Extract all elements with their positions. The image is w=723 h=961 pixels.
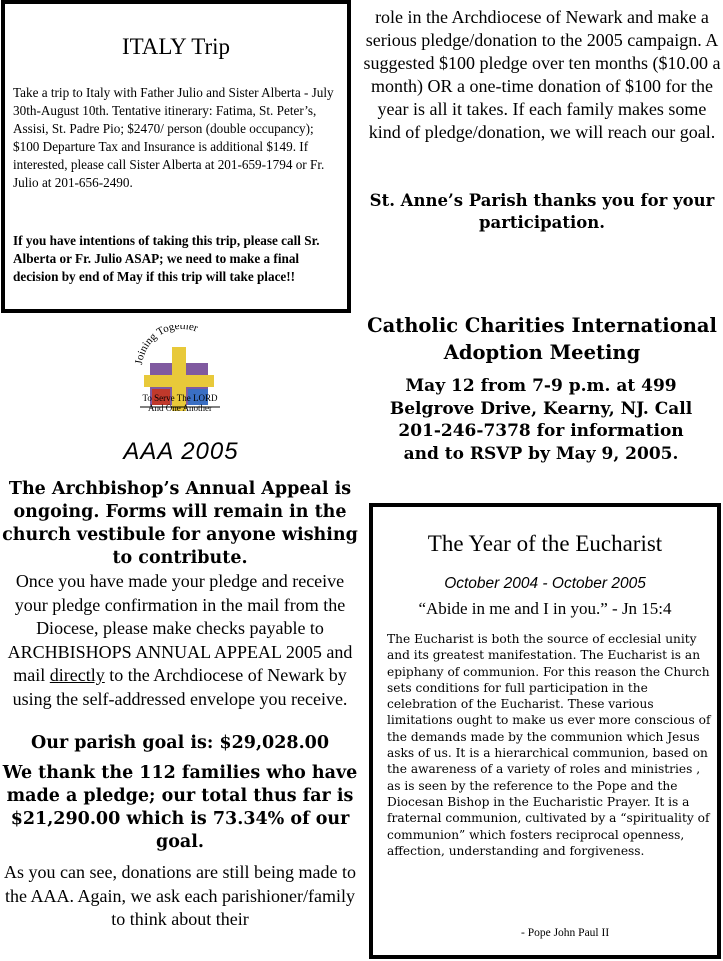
aaa-thanks: We thank the 112 families who have made a pledge; our total thus far is $21,290.00 which is 73.34% of our goal. (2, 763, 358, 852)
aaa-title: AAA 2005 (123, 438, 239, 465)
aaa-lead: The Archbishop’s Annual Appeal is ongoing. Forms will remain in the church vestibule for anyone wishing to contribute. (2, 479, 358, 568)
eucharist-attribution: - Pope John Paul II (521, 927, 610, 939)
charities-details: May 12 from 7-9 p.m. at 499 Belgrove Drive, Kearny, NJ. Call 201-246-7378 for information and to RSVP by May 9, 2005. (389, 376, 693, 464)
eucharist-dates: October 2004 - October 2005 (444, 575, 646, 592)
charities-title: Catholic Charities International Adoption Meeting (367, 314, 717, 364)
eucharist-title: The Year of the Eucharist (427, 531, 663, 556)
parish-thanks: St. Anne’s Parish thanks you for your participation. (369, 191, 715, 232)
aaa-body-before: Once you have made your pledge and receive your pledge confirmation in the mail from the Diocese, please make checks payable to ARCHBISHOPS ANNUAL APPEAL 2005 and mail (7, 571, 353, 685)
logo-caption-line2: And One Another (148, 403, 212, 413)
eucharist-quote: “Abide in me and I in you.” - Jn 15:4 (418, 599, 672, 618)
italy-trip-notice: If you have intentions of taking this trip, please call Sr. Alberta or Fr. Julio ASAP; we need to make a final decision by end of May if this trip will take place!! (13, 233, 320, 284)
aaa-body (0, 570, 360, 711)
italy-trip-body: Take a trip to Italy with Father Julio and Sister Alberta - July 30th-August 10th. Tentative itinerary: Fatima, St. Peter’s, Assisi, St. Padre Pio; $2470/ person (double occupancy); $100 Departure Tax and Insurance is additional $149. If interested, please call Sister Alberta at 201-659-1794 or Fr. Julio at 201-656-2490. (13, 85, 334, 190)
aaa-body-underlined: directly (49, 665, 105, 685)
logo-caption-line1: To Serve The LORD (142, 393, 218, 403)
logo-arc-text: Joining Together (133, 325, 200, 366)
eucharist-box (369, 503, 721, 959)
italy-trip-box (1, 0, 351, 313)
svg-text:Joining Together (133, 325, 200, 365)
eucharist-body: The Eucharist is both the source of ecclesial unity and its greatest manifestation. The Eucharist is an epiphany of communion. For this reason the Church sets conditions for full participation in the celebration of the Eucharist. These various limitations ought to make us ever more conscious of the demands made by the communion which Jesus asks of us. It is a hierarchical communion, based on the awareness of a variety of roles and ministries , as is seen by the reference to the Pope and the Diocesan Bishop in the Eucharistic Prayer. It is a fraternal communion, cultivated by a “spirituality of communion” which fosters reciprocal openness, affection, understanding and forgiveness. (387, 632, 711, 858)
aaa-body-after: to the Archdiocese of Newark by using the self-addressed envelope you receive. (12, 665, 348, 709)
joining-together-logo (130, 325, 230, 425)
italy-trip-title: ITALY Trip (121, 34, 231, 59)
aaa-closing: As you can see, donations are still being made to the AAA. Again, we ask each parishioner/family to think about their (4, 862, 356, 929)
aaa-goal: Our parish goal is: $29,028.00 (30, 733, 330, 753)
aaa-continuation: role in the Archdiocese of Newark and make a serious pledge/donation to the 2005 campaign. A suggested $100 pledge over ten months ($10.00 a month) OR a one-time donation of $100 for the year is all it takes. If each family makes some kind of pledge/donation, we will reach our goal. (363, 7, 721, 142)
